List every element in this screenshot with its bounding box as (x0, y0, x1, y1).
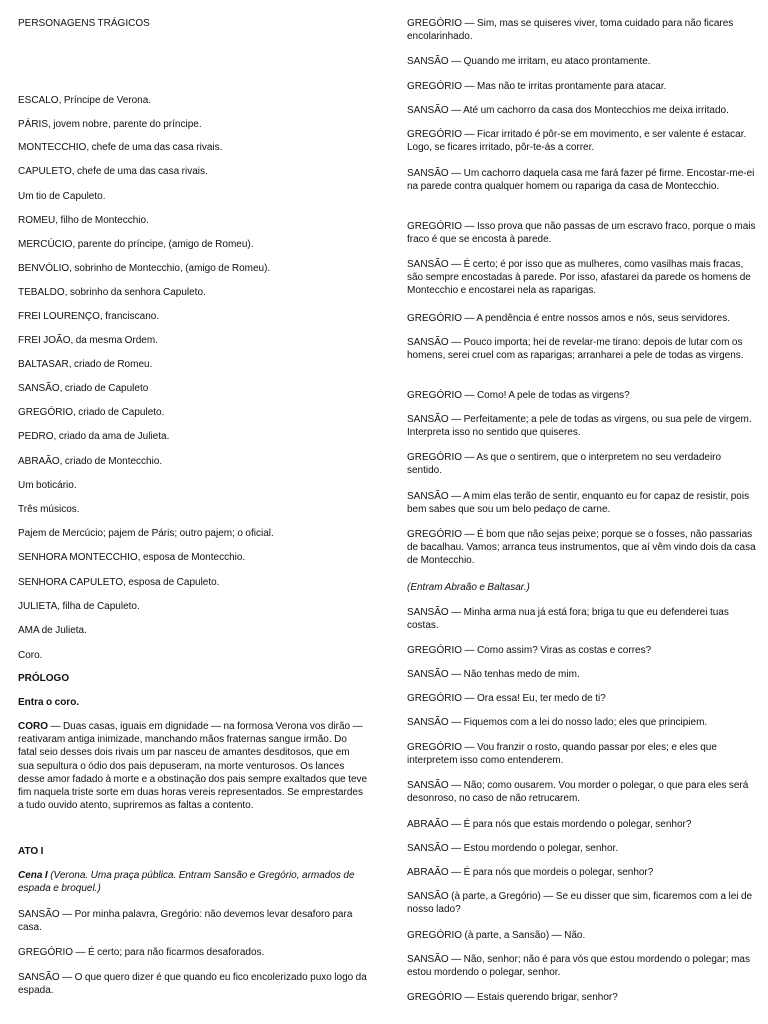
act-heading: ATO I (18, 846, 44, 857)
character-entry: Três músicos. (18, 504, 80, 515)
dialogue-line: SANSÃO — Estou mordendo o polegar, senhor. (407, 843, 619, 854)
dialogue-line: SANSÃO — Minha arma nua já está fora; briga tu que eu defenderei tuas costas. (407, 607, 729, 632)
dialogue-line: SANSÃO — Não; como ousarem. Vou morder o polegar, o que para eles será desonroso, no caso de não retrucarem. (407, 780, 749, 805)
dialogue-line: GREGÓRIO — Ficar irritado é pôr-se em movimento, e ser valente é estacar. Logo, se ficares irritado, pôr-te-ás a correr. (407, 129, 747, 154)
character-entry: BENVÓLIO, sobrinho de Montecchio, (amigo de Romeu). (18, 263, 271, 274)
character-entry: BALTASAR, criado de Romeu. (18, 359, 153, 370)
character-entry: JULIETA, filha de Capuleto. (18, 601, 140, 612)
character-entry: FREI LOURENÇO, franciscano. (18, 311, 160, 322)
dialogue-line: GREGÓRIO — Isso prova que não passas de um escravo fraco, porque o mais fraco é que se encosta à parede. (407, 221, 756, 246)
dialogue-line: SANSÃO — Não tenhas medo de mim. (407, 669, 580, 680)
dialogue-line: SANSÃO — Fiquemos com a lei do nosso lado; eles que principiem. (407, 717, 708, 728)
character-entry: GREGÓRIO, criado de Capuleto. (18, 407, 165, 418)
character-entry: Pajem de Mercúcio; pajem de Páris; outro pajem; o oficial. (18, 528, 274, 539)
prologue-text (18, 720, 368, 812)
dialogue-line: GREGÓRIO — É bom que não sejas peixe; porque se o fosses, não passarias de bacalhau. Vamos; arranca teus instrumentos, que aí vêm vindo dois da casa de Montecchio. (407, 529, 756, 567)
character-entry: ABRAÃO, criado de Montecchio. (18, 456, 163, 467)
dialogue-line: SANSÃO — Pouco importa; hei de revelar-me tirano: depois de lutar com os homens, serei cruel com as raparigas; arranharei a pele de todas as virgens. (407, 337, 744, 362)
character-entry: SENHORA MONTECCHIO, esposa de Montecchio. (18, 552, 246, 563)
character-entry: ESCALO, Príncipe de Verona. (18, 95, 152, 106)
dialogue-line: SANSÃO — O que quero dizer é que quando eu fico encolerizado puxo logo da espada. (18, 972, 367, 997)
dialogue-line: GREGÓRIO — Mas não te irritas prontamente para atacar. (407, 81, 667, 92)
dialogue-line: SANSÃO — Até um cachorro da casa dos Montecchios me deixa irritado. (407, 105, 729, 116)
prologue-heading: PRÓLOGO (18, 673, 70, 684)
dialogue-line: SANSÃO — Perfeitamente; a pele de todas as virgens, ou sua pele de virgem. Interpreta isso no sentido que quiseres. (407, 414, 752, 439)
character-entry: PÁRIS, jovem nobre, parente do príncipe. (18, 119, 202, 130)
stage-direction: Entra o coro. (18, 697, 80, 708)
character-entry: Um boticário. (18, 480, 77, 491)
dialogue-line: GREGÓRIO — Estais querendo brigar, senhor? (407, 992, 618, 1003)
character-entry: MERCÚCIO, parente do príncipe, (amigo de Romeu). (18, 239, 254, 250)
character-entry: MONTECCHIO, chefe de uma das casa rivais. (18, 142, 223, 153)
character-entry: FREI JOÃO, da mesma Ordem. (18, 335, 158, 346)
dialogue-line: SANSÃO — É certo; é por isso que as mulheres, como vasilhas mais fracas, são sempre encostadas à parede. Por isso, afastarei da parede os homens de Montecchio e encostarei nela as raparigas. (407, 259, 751, 297)
section-heading: PERSONAGENS TRÁGICOS (18, 18, 150, 29)
character-entry: Coro. (18, 650, 43, 661)
dialogue-line: SANSÃO — Não, senhor; não é para vós que estou mordendo o polegar; mas estou mordendo o polegar, senhor. (407, 954, 750, 979)
dialogue-line: SANSÃO (à parte, a Gregório) — Se eu disser que sim, ficaremos com a lei de nosso lado? (407, 891, 753, 916)
dialogue-line: GREGÓRIO — A pendência é entre nossos amos e nós, seus servidores. (407, 313, 730, 324)
dialogue-line: GREGÓRIO — É certo; para não ficarmos desaforados. (18, 947, 265, 958)
dialogue-line: GREGÓRIO — As que o sentirem, que o interpretem no seu verdadeiro sentido. (407, 452, 722, 477)
character-entry: AMA de Julieta. (18, 625, 87, 636)
stage-direction: (Entram Abraão e Baltasar.) (407, 582, 530, 593)
character-entry: SANSÃO, criado de Capuleto (18, 383, 149, 394)
dialogue-line: GREGÓRIO — Ora essa! Eu, ter medo de ti? (407, 693, 606, 704)
dialogue-line: ABRAÃO — É para nós que mordeis o polegar, senhor? (407, 867, 654, 878)
dialogue-line: SANSÃO — Quando me irritam, eu ataco prontamente. (407, 56, 651, 67)
prologue-body: — Duas casas, iguais em dignidade — na formosa Verona vos dirão — reativaram antiga inimizade, manchando mãos fraternas sangue irmão. Do fatal seio desses dois rivais um par nasceu de amantes desditosos, que em sua sepultura o ódio dos pais depuseram, na morte venturosos. Os lances desse amor fadado à morte e a obstinação dos pais sempre exaltados que teve fim naquela triste sorte em duas horas vereis representados. Se emprestardes a tudo ouvido atento, supriremos as faltas a contento. (18, 721, 368, 812)
scene-label: Cena I (18, 870, 48, 881)
dialogue-line: GREGÓRIO — Como assim? Viras as costas e corres? (407, 645, 652, 656)
character-entry: SENHORA CAPULETO, esposa de Capuleto. (18, 577, 220, 588)
character-entry: TEBALDO, sobrinho da senhora Capuleto. (18, 287, 206, 298)
dialogue-line: GREGÓRIO — Como! A pele de todas as virgens? (407, 390, 630, 401)
dialogue-line: SANSÃO — Por minha palavra, Gregório: não devemos levar desaforo para casa. (18, 909, 353, 934)
dialogue-line: SANSÃO — A mim elas terão de sentir, enquanto eu for capaz de resistir, pois bem sabes que sou um belo pedaço de carne. (407, 491, 750, 516)
dialogue-line: GREGÓRIO — Sim, mas se quiseres viver, toma cuidado para não ficares encolarinhado. (407, 18, 734, 43)
character-entry: CAPULETO, chefe de uma das casa rivais. (18, 166, 208, 177)
scene-direction: (Verona. Uma praça pública. Entram Sansão e Gregório, armados de espada e broquel.) (18, 870, 355, 895)
dialogue-line: GREGÓRIO (à parte, a Sansão) — Não. (407, 930, 586, 941)
speaker-label: CORO (18, 721, 48, 732)
character-entry: ROMEU, filho de Montecchio. (18, 215, 149, 226)
character-entry: Um tio de Capuleto. (18, 191, 106, 202)
character-entry: PEDRO, criado da ama de Julieta. (18, 431, 170, 442)
dialogue-line: ABRAÃO — É para nós que estais mordendo o polegar, senhor? (407, 819, 692, 830)
dialogue-line: GREGÓRIO — Vou franzir o rosto, quando passar por eles; e eles que interpretem isso como entenderem. (407, 742, 717, 767)
dialogue-line: SANSÃO — Um cachorro daquela casa me fará fazer pé firme. Encostar-me-ei na parede contra qualquer homem ou rapariga da casa de Montecchio. (407, 168, 755, 193)
scene-heading (18, 869, 368, 895)
